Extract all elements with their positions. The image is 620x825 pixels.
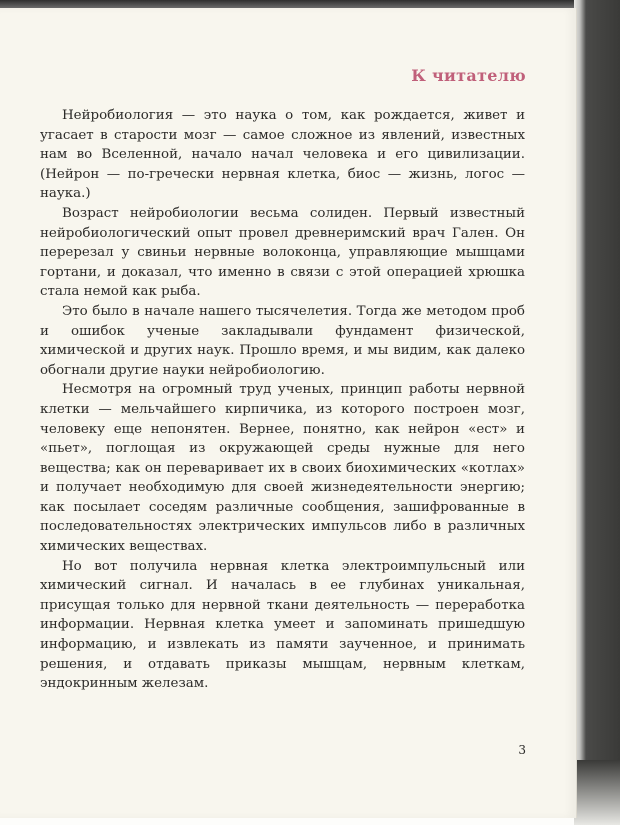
paragraph-4: Несмотря на огромный труд ученых, принцип работы нервной клетки — мельчайшего кирпичика, из которого построен мозг, человеку еще непонятен. Вернее, понятно, как нейрон «ест» и «пьет», поглощая из окружающей среды нужные для него вещества; как он переваривает их в своих биохимических «котлах» и получает необходимую для своей жизнедеятельности энергию; как посылает соседям различные сообщения, зашифрованные в последовательностях электрических импульсов либо в различных химических веществах. — [40, 382, 525, 555]
paragraph-1: Нейробиология — это наука о том, как рождается, живет и угасает в старости мозг — самое сложное из явлений, известных нам во Вселенной, начало начал человека и его цивилизации. (Нейрон — по-гречески нервная клетка, биос — жизнь, логос — наука.) — [40, 108, 525, 202]
body-text — [40, 106, 525, 694]
paragraph-5: Но вот получила нервная клетка электроимпульсный или химический сигнал. И началась в ее глубинах уникальная, присущая только для нервной ткани деятельность — переработка информации. Нервная клетка умеет и запоминать пришедшую информацию, и извлекать из памяти заученное, и принимать решения, и отдавать приказы мышцам, нервным клеткам, эндокринным железам. — [40, 558, 525, 692]
paragraph-2: Возраст нейробиологии весьма солиден. Первый известный нейробиологический опыт провел древнеримский врач Гален. Он перерезал у свиньи нервные волоконца, управляющие мышцами гортани, и доказал, что именно в связи с этой операцией хрюшка стала немой как рыба. — [40, 205, 525, 300]
book-page — [0, 8, 577, 818]
scan-right-edge-fade — [574, 760, 620, 825]
page-number: 3 — [518, 743, 526, 757]
scan-top-edge — [0, 0, 620, 8]
section-heading: К читателю — [411, 66, 526, 85]
paragraph-3: Это было в начале нашего тысячелетия. Тогда же методом проб и ошибок ученые закладывали фундамент физической, химической и других наук. Прошло время, и мы видим, как далеко обогнали другие науки нейробиологию. — [40, 303, 525, 378]
scan-right-edge — [574, 0, 620, 825]
